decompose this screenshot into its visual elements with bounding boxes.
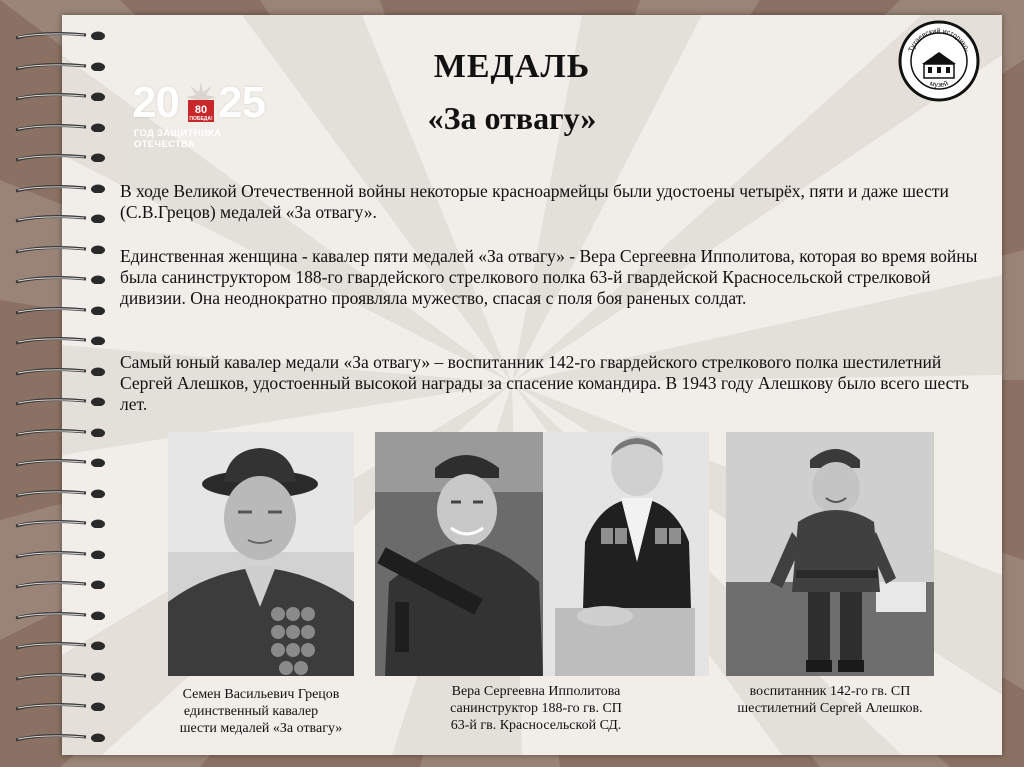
spiral-ring-icon [14,30,106,40]
logo-subtitle: ГОД ЗАЩИТНИКА ОТЕЧЕСТВА [134,128,222,150]
paragraph-1: В ходе Великой Отечественной войны некоторые красноармейцы были удостоены четырёх, пяти и даже шести (С.В.Грецов) медалей «За отвагу». [120,181,949,222]
spiral-ring-icon [14,183,106,193]
page-subtitle: «За отвагу» [427,100,597,136]
caption-aleshkov-line-1: воспитанник 142-го гв. СП [749,684,911,699]
spiral-ring-icon [14,518,106,528]
caption-aleshkov-line-2: шестилетний Сергей Алешков. [737,701,923,716]
caption-gretsov [150,686,372,737]
spiral-ring-icon [14,152,106,162]
photo-gretsov [168,432,354,676]
museum-name-top: Тутаевский историко- [907,27,971,53]
page-title: МЕДАЛЬ [433,48,591,85]
caption-ippolitova-line-1: Вера Сергеевна Ипполитова [451,684,621,699]
caption-aleshkov [710,683,950,717]
photo-aleshkov [726,432,934,676]
spiral-ring-icon [14,701,106,711]
logo-year-right: 25 [218,78,265,127]
caption-gretsov-line-2: единственный кавалер [183,704,319,719]
spiral-ring-icon [14,488,106,498]
spiral-ring-icon [14,732,106,742]
paragraph-2: Единственная женщина - кавалер пяти медалей «За отвагу» - Вера Сергеевна Ипполитова, которая во время войны была санинструктором 188-го гвардейского стрелкового полка 63-й гвардейской Красносельской стрелковой дивизии. Она неоднократно проявляла мужество, спасая с поля боя раненых солдат. [120,246,978,308]
badge-label: ПОБЕДА! [189,116,213,122]
spiral-ring-icon [14,427,106,437]
caption-gretsov-line-1: Семен Васильевич Грецов [182,687,340,702]
caption-gretsov-line-3: шести медалей «За отвагу» [179,721,343,736]
photo-ippolitova [375,432,709,676]
spiral-ring-icon [14,213,106,223]
spiral-ring-icon [14,579,106,589]
caption-ippolitova [420,683,652,734]
spiral-ring-icon [14,244,106,254]
caption-ippolitova-line-3: 63-й гв. Красносельской СД. [450,718,622,733]
spiral-ring-icon [14,274,106,284]
spiral-ring-icon [14,610,106,620]
spiral-ring-icon [14,396,106,406]
spiral-ring-icon [14,671,106,681]
caption-ippolitova-line-2: санинструктор 188-го гв. СП [450,701,622,716]
spiral-ring-icon [14,640,106,650]
spiral-ring-icon [14,457,106,467]
logo-year-left: 20 [132,78,179,127]
spiral-ring-icon [14,335,106,345]
spiral-ring-icon [14,305,106,315]
badge-number: 80 [194,104,208,116]
paragraph-3: Самый юный кавалер медали «За отвагу» – воспитанник 142-го гвардейского стрелкового полка шестилетний Сергей Алешков, удостоенный высокой награды за спасение командира. В 1943 году Алешкову было всего шесть лет. [120,352,970,414]
spiral-ring-icon [14,549,106,559]
museum-name-bottom: музей [928,80,950,89]
spiral-ring-icon [14,366,106,376]
